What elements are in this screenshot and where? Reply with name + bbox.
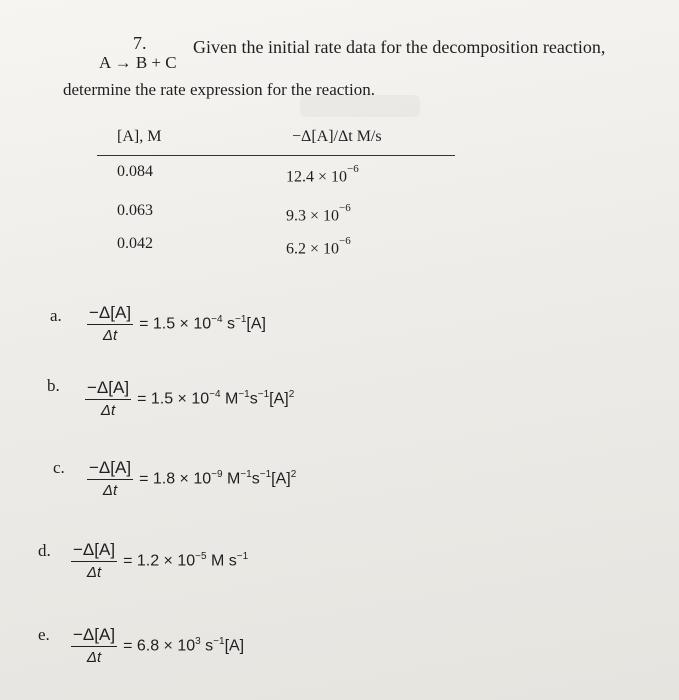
- rate-expression: = $1.5 \times 10^{-4}$ $s^{-1}[A]$: [139, 313, 266, 333]
- rate-fraction: $\frac{-\Delta[A]}{\Delta t}$: [89, 458, 132, 499]
- option-b[interactable]: [85, 378, 294, 419]
- table-cell-conc: 0.084: [117, 163, 153, 180]
- table-header-rule: [97, 155, 455, 156]
- option-d[interactable]: [71, 540, 248, 581]
- option-a[interactable]: [87, 303, 266, 344]
- rate-expression: = $6.8 \times 10^3$ $s^{-1}[A]$: [123, 635, 245, 655]
- rate-expression: = $1.5 \times 10^{-4}$ $M^{-1}s^{-1}[A]^2$: [137, 388, 295, 408]
- option-c[interactable]: [87, 458, 296, 499]
- rate-expression: = $1.2 \times 10^{-5}$ M $s^{-1}$: [123, 550, 249, 570]
- option-letter-c: c.: [53, 458, 65, 477]
- table-cell-rate: $6.2 \times 10^{-6}$: [286, 235, 351, 258]
- question-instruction: determine the rate expression for the reaction.: [63, 80, 376, 99]
- rate-expression: = $1.8 \times 10^{-9}$ $M^{-1}s^{-1}[A]^2$: [139, 468, 297, 488]
- rate-fraction: $\frac{-\Delta[A]}{\Delta t}$: [73, 540, 116, 581]
- table-header-rate: −Δ[A]/Δt M/s: [292, 128, 382, 145]
- table-cell-conc: 0.063: [117, 202, 153, 219]
- option-letter-b: b.: [47, 376, 60, 395]
- table-cell-rate: $9.3 \times 10^{-6}$: [286, 202, 351, 225]
- reaction-equation: A → B + C: [99, 53, 177, 72]
- table-cell-rate: $12.4 \times 10^{-6}$: [286, 163, 359, 186]
- option-letter-a: a.: [50, 306, 62, 325]
- table-header-concentration: [A], M: [117, 128, 162, 145]
- question-number: 7.: [133, 33, 147, 53]
- rate-fraction: $\frac{-\Delta[A]}{\Delta t}$: [87, 378, 130, 419]
- option-e[interactable]: [71, 625, 244, 666]
- option-letter-d: d.: [38, 541, 51, 560]
- rate-fraction: $\frac{-\Delta[A]}{\Delta t}$: [89, 303, 132, 344]
- rate-fraction: $\frac{-\Delta[A]}{\Delta t}$: [73, 625, 116, 666]
- table-cell-conc: 0.042: [117, 235, 153, 252]
- option-letter-e: e.: [38, 625, 50, 644]
- question-text: Given the initial rate data for the decomposition reaction,: [193, 37, 606, 57]
